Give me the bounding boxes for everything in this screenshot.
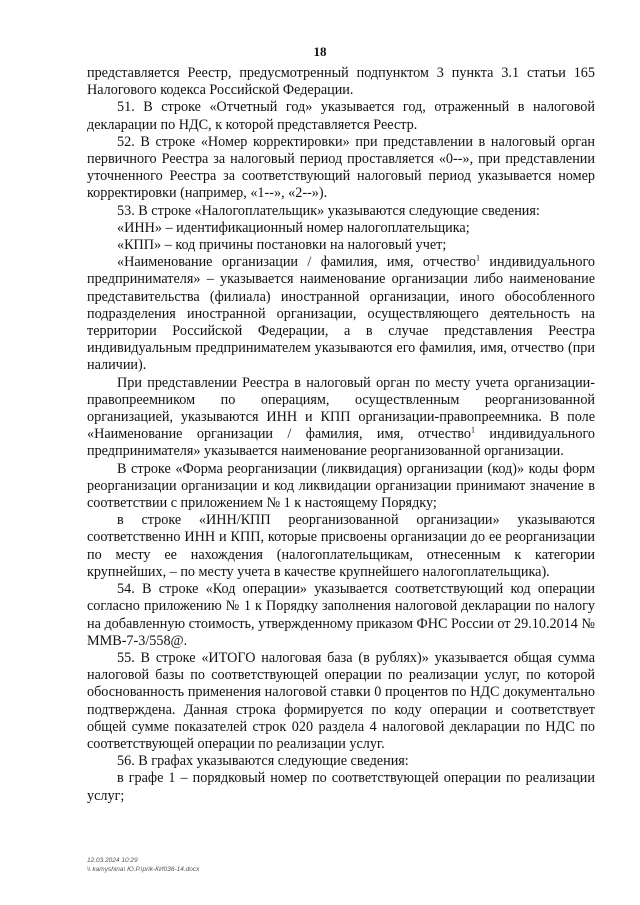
paragraph: 52. В строке «Номер корректировки» при представлении в налоговый орган первичного Реестра за налоговый период проставляется «0--», при представлении уточненного Реестра за соответствующий налоговый период указывается номер корректировки (например, «1--», «2--»). <box>87 133 595 202</box>
paragraph: «КПП» – код причины постановки на налоговый учет; <box>117 237 447 254</box>
paragraph: 51. В строке «Отчетный год» указывается год, отраженный в налоговой декларации по НДС, к которой представляется Реестр. <box>87 99 595 133</box>
paragraph-text: «Наименование организации / фамилия, имя, отчество <box>117 254 476 271</box>
file-footer <box>87 856 199 874</box>
paragraph: 55. В строке «ИТОГО налоговая база (в рублях)» указывается общая сумма налоговой базы по соответствующей операции по реализации услуг, по которой обоснованность применения налоговой ставки 0 процентов по НДС документально подтверждена. Данная строка формируется по коду операции и соответствует общей сумме показателей строк 020 раздела 4 налоговой декларации по НДС по соответствующей операции по реализации услуг. <box>87 649 595 752</box>
paragraph: «ИНН» – идентификационный номер налогоплательщика; <box>117 219 470 236</box>
document-body <box>87 65 595 805</box>
footer-timestamp: 12.03.2024 10:29 <box>87 857 138 864</box>
paragraph <box>87 254 595 374</box>
footnote-marker: 1 <box>476 253 480 263</box>
footer-file-path: \\ kamyshina\ Ю.Р.\prik-КИ036-14.docx <box>87 866 200 873</box>
paragraph: представляется Реестр, предусмотренный подпунктом 3 пункта 3.1 статьи 165 Налогового кодекса Российской Федерации. <box>87 65 595 99</box>
paragraph: 56. В графах указываются следующие сведения: <box>117 753 409 770</box>
paragraph: в графе 1 – порядковый номер по соответствующей операции по реализации услуг; <box>87 770 595 804</box>
paragraph: 53. В строке «Налогоплательщик» указываются следующие сведения: <box>117 202 540 219</box>
paragraph: В строке «Форма реорганизации (ликвидация) организации (код)» коды форм реорганизации организации и код ликвидации организации принимают значение в соответствии с приложением № 1 к настоящему Порядку; <box>87 460 595 512</box>
paragraph-text: индивидуального предпринимателя» – указывается наименование организации либо наименование представительства (филиала) иностранной организации, иного обособленного подразделения иностранной организации, осуществляющего деятельность на территории Российской Федерации, а в случае представления Реестра индивидуальным предпринимателем указываются его фамилия, имя, отчество (при наличии). <box>87 254 596 374</box>
paragraph-text: индивидуального предпринимателя» указывается наименование реорганизованной организации. <box>87 426 596 460</box>
page-number: 18 <box>313 44 327 59</box>
paragraph-text: При представлении Реестра в налоговый орган по месту учета организации-правопреемником по операциям, осуществленным реорганизованной организацией, указываются ИНН и КПП организации-правопреемника. В поле «Наименование организации / фамилия, имя, отчество <box>87 374 595 443</box>
footnote-marker: 1 <box>471 425 475 435</box>
paragraph <box>87 375 595 461</box>
paragraph: в строке «ИНН/КПП реорганизованной организации» указываются соответственно ИНН и КПП, которые присвоены организации до ее реорганизации по месту ее нахождения (налогоплательщикам, отнесенным к категории крупнейших, – по месту учета в качестве крупнейшего налогоплательщика). <box>87 512 595 580</box>
paragraph: 54. В строке «Код операции» указывается соответствующий код операции согласно приложению № 1 к Порядку заполнения налоговой декларации по налогу на добавленную стоимость, утвержденному приказом ФНС России от 29.10.2014 № ММВ-7-3/558@. <box>87 581 595 649</box>
